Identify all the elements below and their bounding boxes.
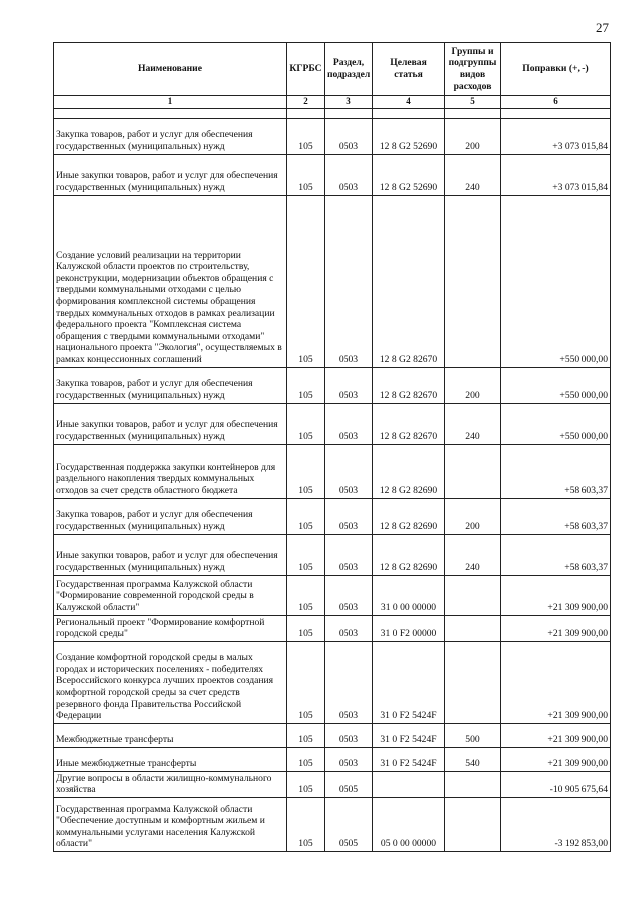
- row-amount: +550 000,00: [501, 367, 611, 403]
- row-section: 0505: [325, 797, 373, 851]
- header-name: Наименование: [54, 43, 287, 96]
- header-amendments: Поправки (+, -): [501, 43, 611, 96]
- row-target: 31 0 00 00000: [373, 575, 445, 615]
- row-amount: +21 309 900,00: [501, 641, 611, 723]
- row-name: Другие вопросы в области жилищно-коммунального хозяйства: [54, 771, 287, 797]
- row-amount: -3 192 853,00: [501, 797, 611, 851]
- row-target: 05 0 00 00000: [373, 797, 445, 851]
- table-row: [54, 797, 611, 851]
- row-group: [445, 797, 501, 851]
- row-target: 31 0 F2 5424F: [373, 641, 445, 723]
- table-row: [54, 403, 611, 444]
- row-amount: +3 073 015,84: [501, 154, 611, 195]
- table-row: [54, 498, 611, 534]
- header-group: Группы и подгруппы видов расходов: [445, 43, 501, 96]
- column-number: 2: [287, 96, 325, 109]
- row-group: [445, 641, 501, 723]
- table-row: [54, 195, 611, 367]
- row-kgrbs: 105: [287, 118, 325, 154]
- row-amount: +58 603,37: [501, 498, 611, 534]
- header-section: Раздел, подраздел: [325, 43, 373, 96]
- table-row: [54, 154, 611, 195]
- row-group: 240: [445, 403, 501, 444]
- row-kgrbs: 105: [287, 534, 325, 575]
- row-target: 31 0 F2 5424F: [373, 723, 445, 747]
- header-row: [54, 43, 611, 96]
- table-row: [54, 534, 611, 575]
- row-amount: +550 000,00: [501, 195, 611, 367]
- row-name: Иные межбюджетные трансферты: [54, 747, 287, 771]
- row-kgrbs: 105: [287, 641, 325, 723]
- row-target: 12 8 G2 82690: [373, 498, 445, 534]
- table-row: [54, 118, 611, 154]
- row-kgrbs: 105: [287, 444, 325, 498]
- row-amount: -10 905 675,64: [501, 771, 611, 797]
- column-number: 1: [54, 96, 287, 109]
- row-section: 0503: [325, 403, 373, 444]
- row-group: 240: [445, 154, 501, 195]
- row-group: 540: [445, 747, 501, 771]
- row-target: [373, 771, 445, 797]
- row-section: 0503: [325, 118, 373, 154]
- row-group: 200: [445, 498, 501, 534]
- row-target: 12 8 G2 82690: [373, 534, 445, 575]
- row-target: 31 0 F2 00000: [373, 615, 445, 641]
- row-target: 12 8 G2 52690: [373, 154, 445, 195]
- row-group: [445, 195, 501, 367]
- row-section: 0503: [325, 154, 373, 195]
- row-kgrbs: 105: [287, 154, 325, 195]
- row-name: Государственная программа Калужской области "Формирование современной городской среды в Калужской области": [54, 575, 287, 615]
- row-kgrbs: 105: [287, 403, 325, 444]
- spacer-row: [54, 108, 611, 118]
- row-section: 0503: [325, 367, 373, 403]
- table-row: [54, 444, 611, 498]
- row-name: Иные закупки товаров, работ и услуг для обеспечения государственных (муниципальных) нужд: [54, 403, 287, 444]
- row-kgrbs: 105: [287, 615, 325, 641]
- row-name: Государственная поддержка закупки контейнеров для раздельного накопления твердых коммунальных отходов за счет средств областного бюджета: [54, 444, 287, 498]
- row-name: Иные закупки товаров, работ и услуг для обеспечения государственных (муниципальных) нужд: [54, 534, 287, 575]
- row-name: Региональный проект "Формирование комфортной городской среды": [54, 615, 287, 641]
- row-section: 0503: [325, 641, 373, 723]
- row-kgrbs: 105: [287, 195, 325, 367]
- row-target: 12 8 G2 82670: [373, 367, 445, 403]
- row-name: Создание комфортной городской среды в малых городах и исторических поселениях - победителях Всероссийского конкурса лучших проектов создания комфортной городской среды за счет средств резервного фонда Правительства Российской Федерации: [54, 641, 287, 723]
- row-amount: +21 309 900,00: [501, 747, 611, 771]
- row-target: 12 8 G2 82690: [373, 444, 445, 498]
- column-numbers-row: [54, 96, 611, 109]
- row-amount: +21 309 900,00: [501, 723, 611, 747]
- page-number: 27: [596, 20, 609, 35]
- row-group: [445, 575, 501, 615]
- row-group: [445, 615, 501, 641]
- row-name: Создание условий реализации на территории Калужской области проектов по строительству, реконструкции, модернизации объектов обращения с твердыми коммунальными отходами с целью формирования комплексной системы обращения твердых коммунальных отходов в рамках реализации федерального проекта "Комплексная система обращения с твердыми коммунальными отходами" национального проекта "Экология", осуществляемых в рамках концессионных соглашений: [54, 195, 287, 367]
- row-section: 0503: [325, 498, 373, 534]
- row-kgrbs: 105: [287, 575, 325, 615]
- row-kgrbs: 105: [287, 723, 325, 747]
- row-amount: +3 073 015,84: [501, 118, 611, 154]
- row-kgrbs: 105: [287, 797, 325, 851]
- row-kgrbs: 105: [287, 747, 325, 771]
- row-group: 200: [445, 118, 501, 154]
- table-row: [54, 723, 611, 747]
- table-row: [54, 771, 611, 797]
- table-row: [54, 615, 611, 641]
- row-target: 12 8 G2 52690: [373, 118, 445, 154]
- row-section: 0503: [325, 615, 373, 641]
- column-number: 3: [325, 96, 373, 109]
- row-kgrbs: 105: [287, 498, 325, 534]
- row-name: Закупка товаров, работ и услуг для обеспечения государственных (муниципальных) нужд: [54, 367, 287, 403]
- table-row: [54, 641, 611, 723]
- row-section: 0503: [325, 747, 373, 771]
- row-name: Государственная программа Калужской области "Обеспечение доступным и комфортным жильем и коммунальными услугами населения Калужской области": [54, 797, 287, 851]
- column-number: 4: [373, 96, 445, 109]
- budget-table: [53, 42, 611, 852]
- row-section: 0503: [325, 534, 373, 575]
- column-number: 5: [445, 96, 501, 109]
- row-group: [445, 444, 501, 498]
- table-row: [54, 747, 611, 771]
- table-row: [54, 367, 611, 403]
- row-target: 12 8 G2 82670: [373, 195, 445, 367]
- row-name: Межбюджетные трансферты: [54, 723, 287, 747]
- column-number: 6: [501, 96, 611, 109]
- row-name: Закупка товаров, работ и услуг для обеспечения государственных (муниципальных) нужд: [54, 498, 287, 534]
- row-section: 0503: [325, 723, 373, 747]
- row-group: 200: [445, 367, 501, 403]
- row-amount: +58 603,37: [501, 444, 611, 498]
- row-amount: +21 309 900,00: [501, 575, 611, 615]
- header-kgrbs: КГРБС: [287, 43, 325, 96]
- row-section: 0503: [325, 195, 373, 367]
- row-section: 0505: [325, 771, 373, 797]
- row-section: 0503: [325, 575, 373, 615]
- row-name: Закупка товаров, работ и услуг для обеспечения государственных (муниципальных) нужд: [54, 118, 287, 154]
- row-amount: +550 000,00: [501, 403, 611, 444]
- row-group: [445, 771, 501, 797]
- row-target: 31 0 F2 5424F: [373, 747, 445, 771]
- row-kgrbs: 105: [287, 771, 325, 797]
- row-amount: +58 603,37: [501, 534, 611, 575]
- row-group: 240: [445, 534, 501, 575]
- row-name: Иные закупки товаров, работ и услуг для обеспечения государственных (муниципальных) нужд: [54, 154, 287, 195]
- row-group: 500: [445, 723, 501, 747]
- row-section: 0503: [325, 444, 373, 498]
- row-target: 12 8 G2 82670: [373, 403, 445, 444]
- header-target: Целевая статья: [373, 43, 445, 96]
- table-row: [54, 575, 611, 615]
- row-kgrbs: 105: [287, 367, 325, 403]
- row-amount: +21 309 900,00: [501, 615, 611, 641]
